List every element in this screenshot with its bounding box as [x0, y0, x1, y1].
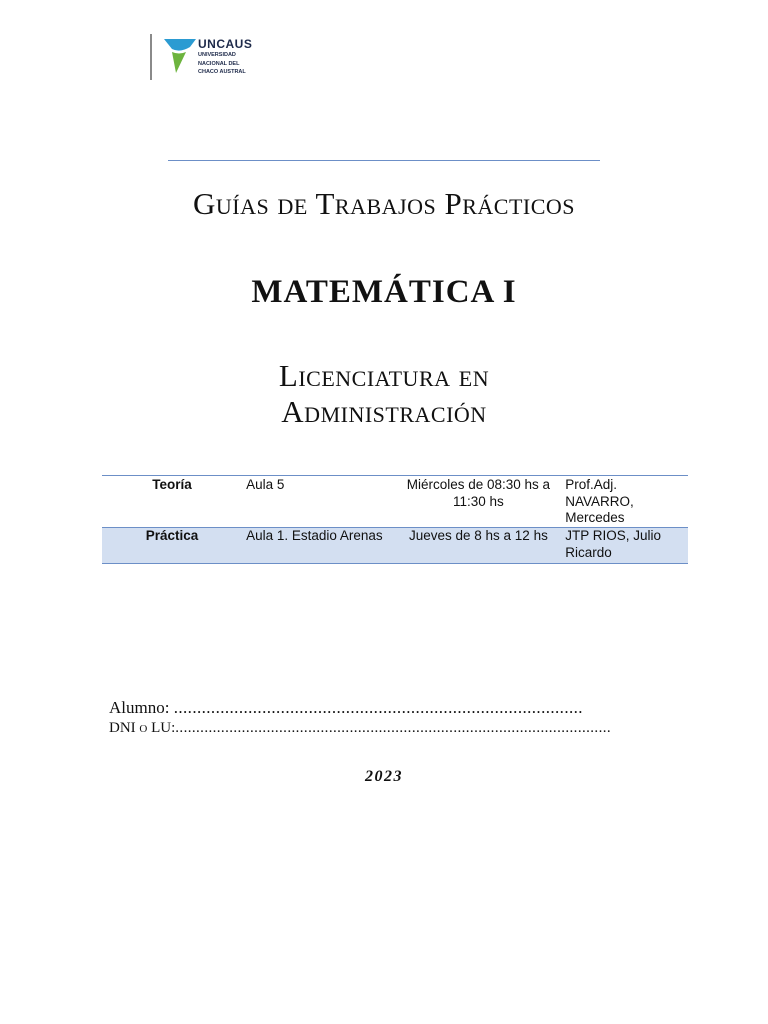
dni-blank: ......................................................................................................... — [175, 720, 612, 736]
table-row — [102, 528, 688, 564]
dni-line — [109, 720, 611, 737]
uncaus-logo-icon — [164, 39, 196, 79]
logo-subtitle-line-2: NACIONAL DEL — [198, 60, 240, 67]
header-divider — [168, 160, 600, 161]
class-type-cell: Práctica — [102, 528, 242, 564]
student-separator: : — [164, 698, 170, 717]
university-logo — [150, 34, 252, 80]
subject-title: MATEMÁTICA I — [251, 274, 517, 310]
dni-label: DNI o LU: — [109, 720, 176, 736]
room-cell: Aula 1. Estadio Arenas — [242, 528, 396, 564]
table-row — [102, 476, 688, 528]
guides-title: Guías de Trabajos Prácticos — [192, 186, 576, 221]
student-name-line — [109, 698, 583, 718]
student-name-blank: ........................................................................................ — [173, 698, 583, 717]
logo-subtitle-line-1: UNIVERSIDAD — [198, 52, 236, 58]
student-label: Alumno — [109, 698, 165, 717]
schedule-table — [102, 475, 688, 564]
room-cell: Aula 5 — [242, 476, 396, 528]
logo-text — [198, 38, 252, 76]
career-title: Licenciatura en Administración — [278, 358, 490, 429]
time-cell: Jueves de 8 hs a 12 hs — [396, 528, 562, 564]
class-type-cell: Teoría — [102, 476, 242, 528]
professor-cell: Prof.Adj. NAVARRO, Mercedes — [561, 476, 688, 528]
logo-name: UNCAUS — [198, 37, 253, 51]
logo-divider — [150, 34, 152, 80]
time-cell: Miércoles de 08:30 hs a 11:30 hs — [396, 476, 562, 528]
document-year: 2023 — [365, 768, 403, 785]
professor-cell: JTP RIOS, Julio Ricardo — [561, 528, 688, 564]
logo-subtitle-line-3: CHACO AUSTRAL — [198, 69, 246, 75]
